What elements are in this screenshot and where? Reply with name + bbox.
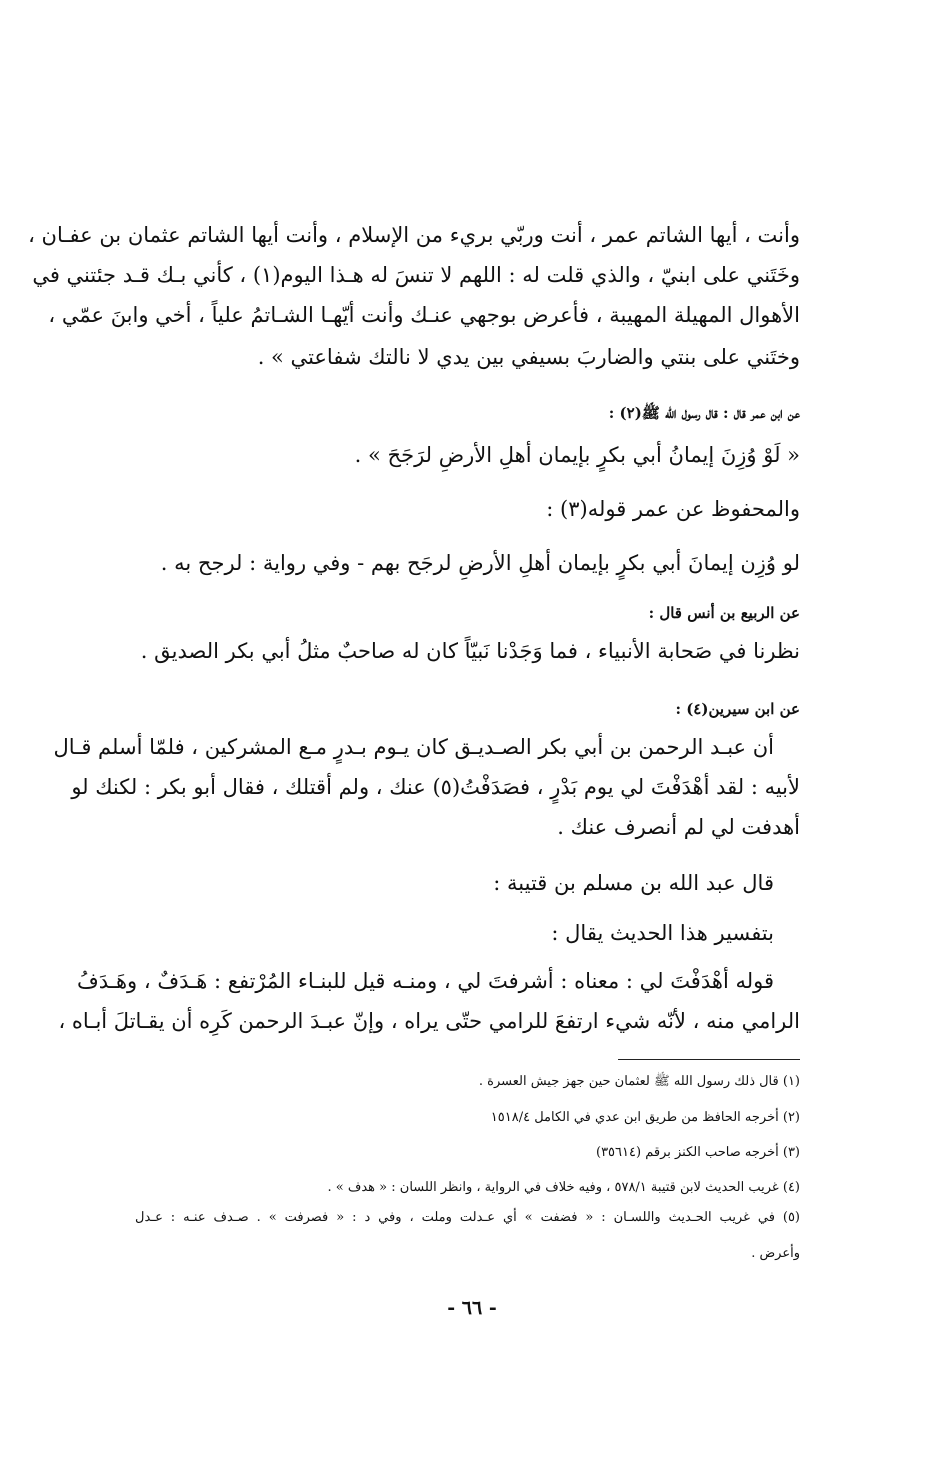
sirin-line-1: أن عبـد الرحمن بن أبي بكر الصـديـق كان يـوم بـدرٍ مـع المشركين ، فلمّا أسلم قـال	[53, 735, 774, 759]
page-number: - ٦٦ -	[447, 1297, 497, 1319]
rabi-text: نظرنا في صَحابة الأنبياء ، فما وَجَدْنا نَبيّاً كان له صاحبٌ مثلُ أبي بكر الصديق .	[140, 639, 800, 663]
footnote-2: (٢) أخرجه الحافظ من طريق ابن عدي في الكامل ١٥١٨/٤	[490, 1110, 800, 1125]
body-line-3: الأهوال المهيلة المهيبة ، فأعرض بوجهي عنـك وأنت أيّهـا الشـاتمُ علياً ، أخي وابنَ عمّي ،	[48, 303, 800, 327]
explanation-line-2: الرامي منه ، لأنّه شيء ارتفعَ للرامي حتّى يراه ، وإنّ عبـدَ الرحمن كَرِه أن يقـاتلَ أبـاه ،	[58, 1009, 800, 1033]
footnote-5-continuation: وأعرض .	[751, 1246, 800, 1261]
footnote-3: (٣) أخرجه صاحب الكنز برقم (٣٥٦١٤)	[596, 1145, 800, 1160]
body-line-4: وختَني على بنتي والضاربَ بسيفي بين يدي لا نالتك شفاعتي » .	[257, 345, 800, 369]
qutayba-line-1: قال عبد الله بن مسلم بن قتيبة :	[493, 871, 774, 895]
sirin-heading: عن ابن سيرين(٤) :	[675, 700, 800, 718]
body-line-1: وأنت ، أيها الشاتم عمر ، أنت وربّي بريء من الإسلام ، وأنت أيها الشاتم عثمان بن عفـان ،	[28, 223, 800, 247]
sirin-line-2: لأبيه : لقد أهْدَفْتَ لي يوم بَدْرٍ ، فصَدَفْتُ(٥) عنك ، ولم أقتلك ، فقال أبو بكر : لكنك لو	[71, 775, 800, 799]
mahfuz-heading: والمحفوظ عن عمر قوله(٣) :	[546, 497, 800, 521]
qutayba-line-2: بتفسير هذا الحديث يقال :	[551, 921, 774, 945]
sirin-line-3: أهدفت لي لم أنصرف عنك .	[557, 815, 800, 839]
explanation-line-1: قوله أهْدَفْتَ لي : معناه : أشرفتَ لي ، ومنـه قيل للبنـاء المُرْتفع : هَـدَفٌ ، وهَـدَفُ	[77, 969, 774, 993]
mahfuz-text: لو وُزِن إيمانَ أبي بكرٍ بإيمان أهلِ الأرضِ لرجَح بهم - وفي رواية : لرجح به .	[160, 551, 800, 575]
footnote-1: (١) قال ذلك رسول الله ﷺ لعثمان حين جهز جيش العسرة .	[478, 1074, 800, 1089]
ibn-umar-heading: عن ابن عمر قال : قال رسول الله ﷺ(٢) :	[608, 404, 800, 422]
rabi-heading: عن الربيع بن أنس قال :	[648, 604, 800, 622]
ibn-umar-text: « لَوْ وُزِنَ إيمانُ أبي بكرٍ بإيمان أهلِ الأرضِ لرَجَحَ » .	[354, 443, 800, 467]
footnote-5: (٥) في غريب الحـديث واللسـان : « فضفت » أي عـدلت وملت ، وفي د : « فصرفت » . صـدف عنـه : عـدل	[135, 1210, 800, 1225]
footnote-4: (٤) غريب الحديث لابن قتيبة ٥٧٨/١ ، وفيه خلاف في الرواية ، وانظر اللسان : « هدف » .	[327, 1180, 800, 1195]
body-line-2: وخَتَني على ابنيّ ، والذي قلت له : اللهم لا تنسَ له هـذا اليوم(١) ، كأني بـك قـد جئتني في	[32, 263, 800, 287]
footnote-separator	[618, 1059, 800, 1060]
